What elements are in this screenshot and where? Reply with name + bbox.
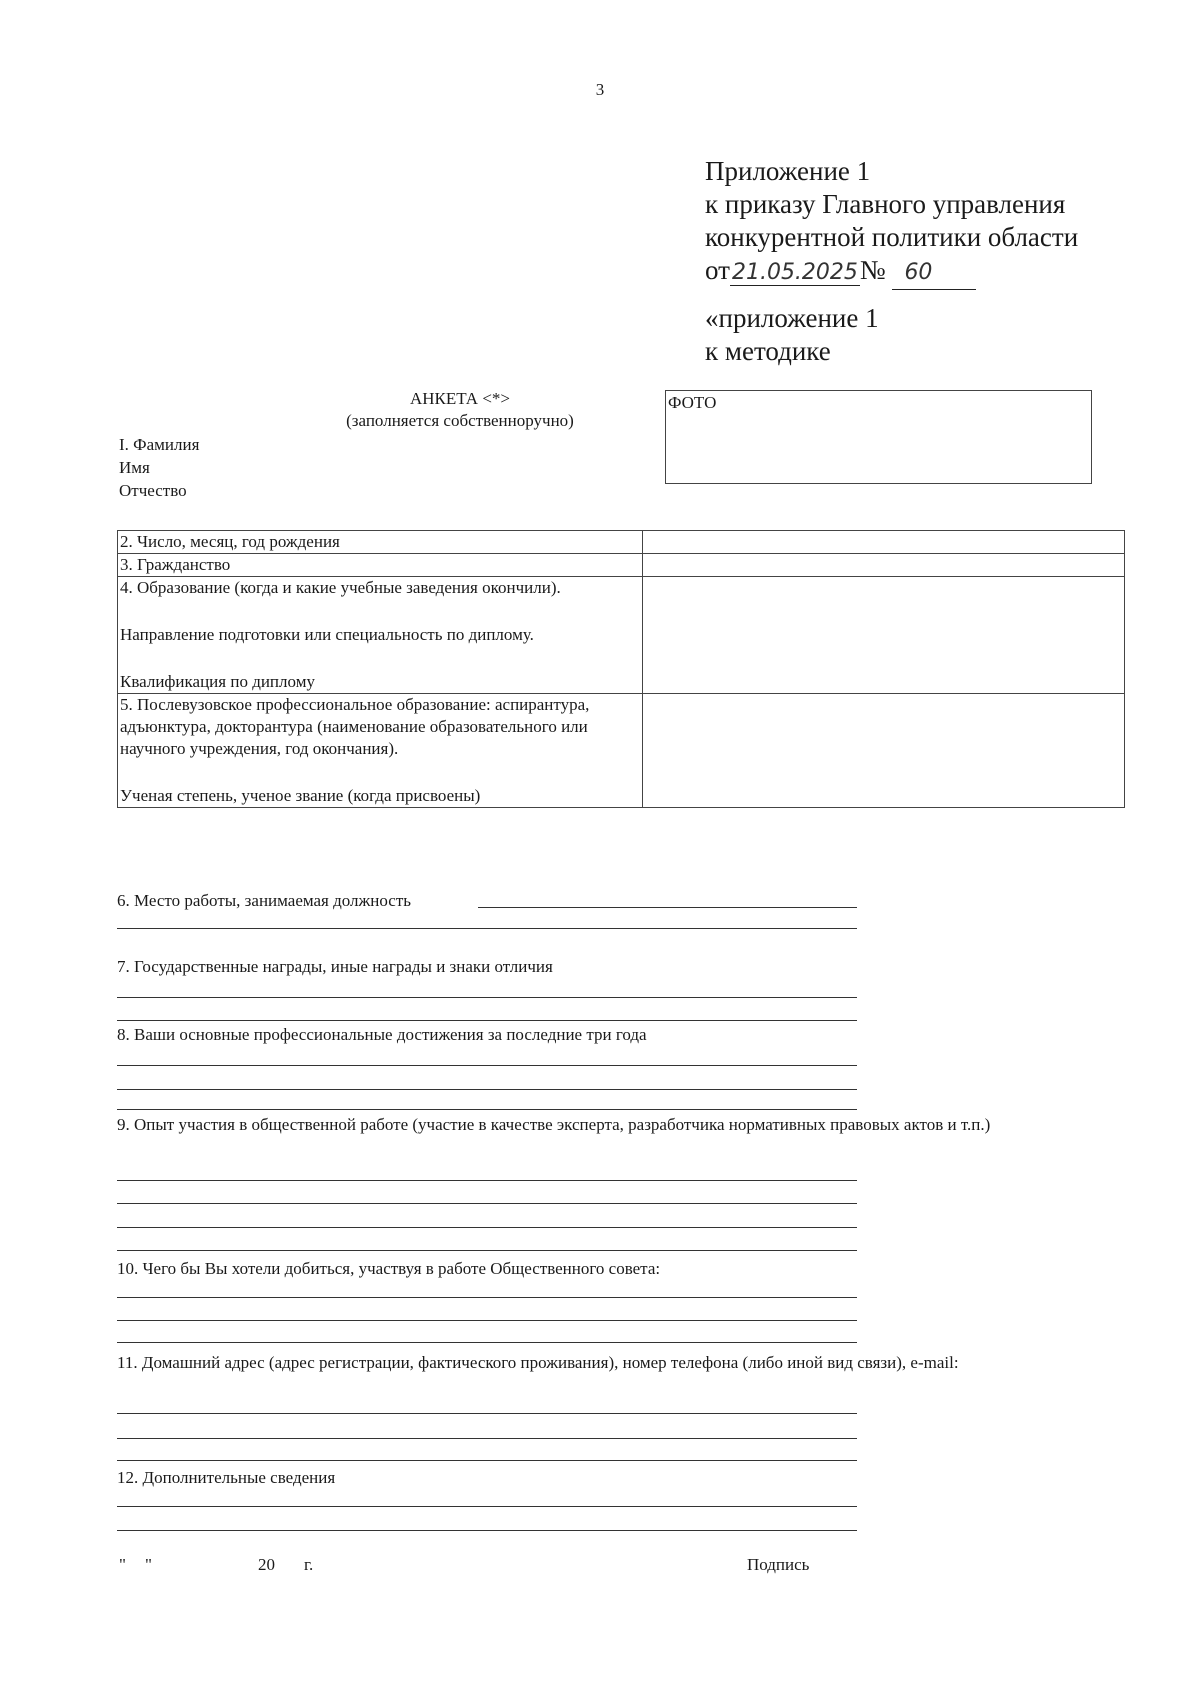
year-prefix: 20 (258, 1555, 275, 1574)
question-8-text: 8. Ваши основные профессиональные достижения за последние три года (117, 1025, 647, 1044)
methodology-line-1: «приложение 1 (705, 303, 879, 333)
form-subtitle: (заполняется собственноручно) (346, 411, 574, 430)
answer-line[interactable] (117, 1413, 857, 1414)
question-8 (117, 1024, 1125, 1046)
date-quote-open: " (119, 1555, 126, 1574)
answer-line[interactable] (117, 1506, 857, 1507)
answer-line[interactable] (117, 1460, 857, 1461)
year-suffix: г. (304, 1555, 314, 1574)
fio-block (119, 433, 199, 502)
postgraduate-label (118, 694, 643, 808)
info-table (117, 530, 1125, 808)
last-name-label: I. Фамилия (119, 435, 200, 454)
answer-line[interactable] (117, 1530, 857, 1531)
table-row (118, 577, 1125, 694)
photo-box[interactable] (665, 390, 1092, 484)
answer-line[interactable] (117, 1203, 857, 1204)
date-quote-close: " (145, 1555, 152, 1574)
citizenship-field[interactable] (643, 554, 1125, 577)
answer-line[interactable] (117, 1065, 857, 1066)
question-7 (117, 956, 1125, 978)
number-sign: № (859, 255, 886, 285)
education-label (118, 577, 643, 694)
answer-line[interactable] (117, 1089, 857, 1090)
degree-text: Ученая степень, ученое звание (когда присвоены) (120, 786, 481, 805)
methodology-appendix (705, 302, 879, 368)
answer-line[interactable] (478, 907, 857, 908)
question-7-text: 7. Государственные награды, иные награды и знаки отличия (117, 957, 553, 976)
citizenship-label: 3. Гражданство (118, 554, 643, 577)
question-9-text: 9. Опыт участия в общественной работе (участие в качестве эксперта, разработчика нормативных правовых актов и т.п.) (117, 1115, 991, 1134)
answer-line[interactable] (117, 1180, 857, 1181)
photo-label: ФОТО (668, 393, 717, 412)
education-text: 4. Образование (когда и какие учебные заведения окончили). (120, 578, 561, 597)
postgraduate-text: 5. Послевузовское профессиональное образование: аспирантура, адъюнктура, докторантура (наименование образовательного или научного учреждения, год окончания). (120, 695, 590, 758)
appendix-line-3: конкурентной политики области (705, 222, 1079, 252)
form-title: АНКЕТА <*> (409, 389, 511, 408)
question-6-text: 6. Место работы, занимаемая должность (117, 891, 412, 910)
answer-line[interactable] (117, 1109, 857, 1110)
question-10 (117, 1258, 1125, 1280)
question-12 (117, 1467, 1125, 1489)
question-10-text: 10. Чего бы Вы хотели добиться, участвуя в работе Общественного совета: (117, 1259, 661, 1278)
signature-label: Подпись (747, 1555, 810, 1574)
answer-line[interactable] (117, 997, 857, 998)
answer-line[interactable] (117, 1438, 857, 1439)
methodology-line-2: к методике (705, 336, 831, 366)
patronymic-label: Отчество (119, 481, 187, 500)
postgraduate-field[interactable] (643, 694, 1125, 808)
table-row (118, 531, 1125, 554)
qualification-text: Квалификация по диплому (120, 672, 315, 691)
table-row (118, 694, 1125, 808)
question-11-text: 11. Домашний адрес (адрес регистрации, фактического проживания), номер телефона (либо иной вид связи), e-mail: (117, 1353, 959, 1372)
answer-line[interactable] (117, 1342, 857, 1343)
answer-line[interactable] (117, 1250, 857, 1251)
education-field[interactable] (643, 577, 1125, 694)
specialty-text: Направление подготовки или специальность по диплому. (120, 625, 534, 644)
appendix-line-2: к приказу Главного управления (705, 189, 1066, 219)
answer-line[interactable] (117, 1020, 857, 1021)
answer-line[interactable] (117, 1320, 857, 1321)
question-6 (117, 890, 1125, 912)
answer-line[interactable] (117, 1227, 857, 1228)
first-name-label: Имя (119, 458, 150, 477)
form-title-block (290, 388, 630, 432)
question-11 (117, 1352, 1125, 1374)
order-date: 21.05.2025 (731, 260, 858, 285)
birth-date-field[interactable] (643, 531, 1125, 554)
appendix-date-line (705, 254, 1078, 290)
question-9 (117, 1114, 1125, 1136)
date-prefix: от (705, 255, 730, 285)
birth-date-label: 2. Число, месяц, год рождения (118, 531, 643, 554)
answer-line[interactable] (117, 928, 857, 929)
table-row (118, 554, 1125, 577)
page-number: 3 (595, 80, 605, 99)
appendix-line-1: Приложение 1 (705, 156, 871, 186)
order-number: 60 (892, 256, 976, 290)
answer-line[interactable] (117, 1297, 857, 1298)
question-12-text: 12. Дополнительные сведения (117, 1468, 336, 1487)
appendix-header (705, 155, 1078, 290)
